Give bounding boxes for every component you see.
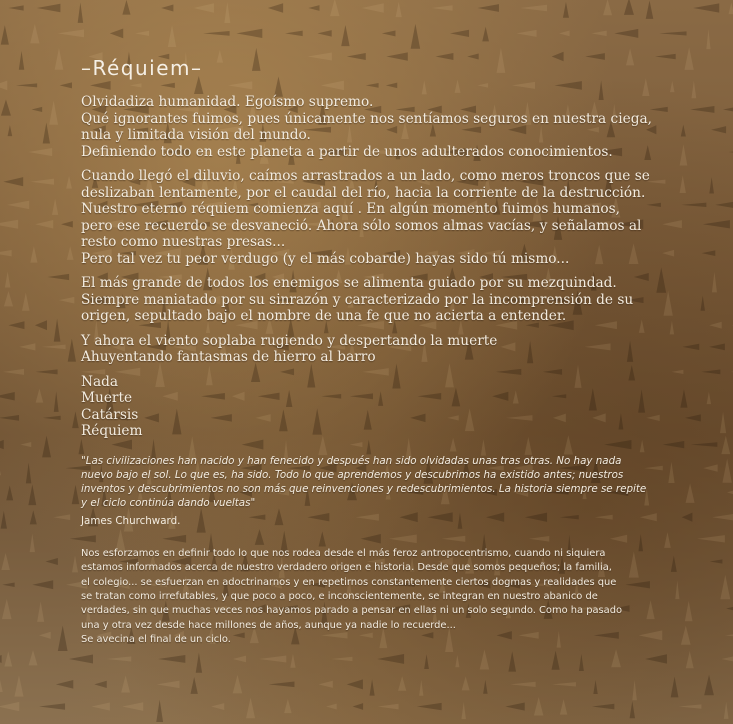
stone-wedge xyxy=(670,321,674,335)
stone-wedge xyxy=(659,31,686,35)
stone-wedge xyxy=(593,680,597,694)
stone-wedge xyxy=(2,599,12,619)
stone-wedge xyxy=(37,4,61,13)
stone-wedge xyxy=(724,702,729,719)
stone-wedge xyxy=(35,369,57,374)
stone-wedge xyxy=(370,679,375,695)
stone-wedge xyxy=(4,291,13,306)
stone-wedge xyxy=(377,654,404,664)
stone-wedge xyxy=(461,702,466,719)
stone-wedge xyxy=(92,702,110,710)
stone-wedge xyxy=(482,27,489,42)
stone-wedge xyxy=(0,81,7,91)
stone-wedge xyxy=(269,682,295,688)
stone-wedge xyxy=(382,30,396,36)
stanza-line: Olvidadiza humanidad. Egoísmo supremo. xyxy=(81,94,374,110)
stone-wedge xyxy=(78,3,83,23)
stone-wedge xyxy=(516,30,536,37)
stone-wedge xyxy=(7,201,29,209)
stone-wedge xyxy=(122,702,143,711)
quote-line: inventos y descubrimientos no son más que reinvenciones y redescubrimientos. La historia siempre se repite xyxy=(81,483,647,496)
stone-wedge xyxy=(706,29,710,49)
stone-wedge xyxy=(675,581,679,600)
stone-wedge xyxy=(723,105,733,113)
stone-wedge xyxy=(30,510,37,524)
stone-wedge xyxy=(683,344,700,350)
stone-wedge xyxy=(196,653,202,673)
stone-wedge xyxy=(29,650,38,665)
stone-wedge xyxy=(236,29,262,38)
stone-wedge xyxy=(0,250,12,256)
stone-wedge xyxy=(246,698,255,719)
stone-wedge xyxy=(156,700,163,722)
stone-wedge xyxy=(259,655,286,662)
stanza-line: Qué ignorantes fuimos, pues únicamente nos sentíamos seguros en nuestra ciega, xyxy=(81,110,652,127)
stone-wedge xyxy=(6,485,13,500)
stone-wedge xyxy=(510,682,536,687)
stone-wedge xyxy=(55,48,64,70)
stone-wedge xyxy=(720,412,726,433)
stone-wedge xyxy=(701,296,705,311)
stone-wedge xyxy=(224,2,230,23)
stone-wedge xyxy=(233,656,246,663)
stone-wedge xyxy=(69,654,93,663)
stone-wedge xyxy=(681,626,691,645)
stone-wedge xyxy=(710,559,723,563)
stanza-line: Nada xyxy=(81,373,119,390)
stone-wedge xyxy=(8,125,13,136)
stanza-line: resto como nuestras presas... xyxy=(81,234,286,250)
stone-wedge xyxy=(326,704,337,710)
stone-wedge xyxy=(703,464,717,471)
prose-line: el colegio... se esfuerzan en adoctrinarnos y en repetirnos constantemente ciertos dogmas y realidades que xyxy=(81,576,617,588)
stone-wedge xyxy=(161,4,173,11)
stanza-line: nula y limitada visión del mundo. xyxy=(81,127,311,143)
stone-wedge xyxy=(720,575,730,599)
stone-wedge xyxy=(30,533,35,552)
stone-wedge xyxy=(54,514,71,520)
stanza-line: Cuando llegó el diluvio, caímos arrastrados a un lado, como meros troncos que se xyxy=(81,168,650,184)
stone-wedge xyxy=(2,582,14,587)
stanza-line: Definiendo todo en este planeta a partir de unos adulterados conocimientos. xyxy=(81,143,613,160)
stone-wedge xyxy=(37,601,44,621)
stone-wedge xyxy=(560,699,567,714)
stanza-3 xyxy=(81,275,661,325)
stone-wedge xyxy=(680,389,687,407)
prose-line: verdades, sin que muchas veces nos hayamos parado a pensar en ellas ni un solo segundo. Como ha pasado xyxy=(81,605,623,617)
stanza-2 xyxy=(81,168,661,267)
stone-wedge xyxy=(693,3,719,12)
stone-wedge xyxy=(203,31,230,36)
poem-content xyxy=(81,56,661,648)
stone-wedge xyxy=(697,535,725,542)
stone-wedge xyxy=(58,626,68,651)
stone-wedge xyxy=(268,3,283,13)
stone-wedge xyxy=(396,2,402,17)
stone-wedge xyxy=(49,101,58,125)
stone-wedge xyxy=(191,677,198,694)
stone-wedge xyxy=(308,5,319,11)
stone-wedge xyxy=(59,297,74,304)
quote-author: James Churchward. xyxy=(81,514,181,527)
stone-wedge xyxy=(362,3,384,13)
stone-wedge xyxy=(42,436,51,458)
quote-line: nuevo bajo el sol. Lo que es, ha sido. Todo lo que aprendemos y descubrimos ha existido antes; nuestros xyxy=(81,468,624,481)
stone-wedge xyxy=(284,699,291,713)
stone-wedge xyxy=(48,274,70,280)
stone-wedge xyxy=(686,651,694,668)
stone-wedge xyxy=(455,655,459,667)
stone-wedge xyxy=(233,675,243,694)
stone-wedge xyxy=(664,532,671,548)
stone-wedge xyxy=(630,701,635,718)
stone-wedge xyxy=(56,680,73,689)
stone-wedge xyxy=(22,293,30,311)
stone-wedge xyxy=(419,680,423,696)
stone-wedge xyxy=(682,513,693,522)
stone-wedge xyxy=(1,99,11,115)
stone-wedge xyxy=(67,246,74,259)
stone-wedge xyxy=(285,31,303,36)
stanza-5 xyxy=(81,374,661,440)
stone-wedge xyxy=(678,704,701,708)
quote-line: y el ciclo continúa dando vueltas" xyxy=(81,497,256,510)
stone-wedge xyxy=(685,414,701,421)
stone-wedge xyxy=(61,221,73,228)
stone-wedge xyxy=(0,463,1,476)
stone-wedge xyxy=(727,488,733,497)
stone-wedge xyxy=(646,0,654,18)
stone-wedge xyxy=(0,655,2,663)
stanza-line: Pero tal vez tu peor verdugo (y el más cobarde) hayas sido tú mismo... xyxy=(81,250,570,267)
stone-wedge xyxy=(28,485,36,506)
stone-wedge xyxy=(703,220,730,228)
stone-wedge xyxy=(353,703,363,710)
stone-wedge xyxy=(424,654,429,669)
stanza-line: Siempre maniatado por su sinrazón y caracterizado por la incomprensión de su xyxy=(81,291,634,308)
prose-block xyxy=(81,547,661,648)
stone-wedge xyxy=(0,678,3,692)
stone-wedge xyxy=(671,677,679,698)
stone-wedge xyxy=(579,654,584,671)
stanza-line: Muerte xyxy=(81,390,133,406)
stone-wedge xyxy=(28,148,52,156)
stone-wedge xyxy=(0,702,19,711)
stone-wedge xyxy=(0,440,4,449)
stone-wedge xyxy=(709,322,721,329)
stone-wedge xyxy=(591,31,606,36)
stone-wedge xyxy=(508,651,516,671)
stone-wedge xyxy=(721,436,730,454)
stone-wedge xyxy=(72,411,79,428)
stone-wedge xyxy=(663,441,684,448)
stone-wedge xyxy=(43,416,61,420)
stone-wedge xyxy=(671,556,677,572)
stone-wedge xyxy=(54,391,59,411)
stone-wedge xyxy=(39,632,51,639)
stone-wedge xyxy=(66,176,72,189)
stone-wedge xyxy=(8,321,24,329)
stone-wedge xyxy=(715,202,733,208)
stone-wedge xyxy=(684,47,693,70)
stone-wedge xyxy=(729,3,733,15)
prose-line: Se avecina el final de un ciclo. xyxy=(81,634,231,646)
stone-wedge xyxy=(32,107,43,112)
stone-wedge xyxy=(0,392,15,400)
stone-wedge xyxy=(378,704,399,710)
stone-wedge xyxy=(729,150,733,154)
stone-wedge xyxy=(157,681,180,689)
stanza-line: Réquiem xyxy=(81,423,143,439)
stone-wedge xyxy=(72,555,78,572)
stone-wedge xyxy=(0,220,18,229)
stone-wedge xyxy=(552,682,576,686)
stone-wedge xyxy=(122,0,130,15)
stanza-line: Ahuyentando fantasmas de hierro al barro xyxy=(81,349,376,365)
stone-wedge xyxy=(30,246,37,263)
stone-wedge xyxy=(483,680,487,694)
stone-wedge xyxy=(46,558,58,565)
stone-wedge xyxy=(54,319,61,342)
stone-wedge xyxy=(3,177,23,186)
stone-wedge xyxy=(603,0,612,15)
stone-wedge xyxy=(726,604,733,613)
stone-wedge xyxy=(106,656,131,661)
stone-wedge xyxy=(520,5,547,11)
stone-wedge xyxy=(20,442,31,447)
stone-wedge xyxy=(135,31,149,36)
stone-wedge xyxy=(691,81,696,99)
stone-wedge xyxy=(417,703,442,710)
stone-wedge xyxy=(318,681,332,688)
stone-wedge xyxy=(478,4,499,12)
stanza-line: origen, sepultado bajo el nombre de una fe que no acierta a entender. xyxy=(81,308,567,324)
stone-wedge xyxy=(721,654,733,663)
stanza-line: Y ahora el viento soplaba rugiendo y despertando la muerte xyxy=(81,332,498,349)
quote-block xyxy=(81,454,661,511)
stone-wedge xyxy=(330,0,339,16)
stone-wedge xyxy=(19,51,24,70)
stone-wedge xyxy=(32,580,53,589)
stone-wedge xyxy=(168,25,176,47)
stone-wedge xyxy=(680,144,688,165)
stone-wedge xyxy=(19,343,35,350)
stone-wedge xyxy=(681,125,686,137)
stone-wedge xyxy=(707,392,711,404)
stanza-1 xyxy=(81,94,661,160)
stone-wedge xyxy=(670,81,674,92)
stone-wedge xyxy=(341,25,349,46)
stone-wedge xyxy=(712,513,733,521)
stanza-line: pero ese recuerdo se desvaneció. Ahora sólo somos almas vacías, y señalamos al xyxy=(81,217,642,234)
stone-wedge xyxy=(4,651,12,666)
stone-wedge xyxy=(14,675,23,696)
stone-wedge xyxy=(702,250,716,256)
stone-wedge xyxy=(462,676,470,690)
stone-wedge xyxy=(668,462,674,483)
stone-wedge xyxy=(614,29,638,38)
stone-wedge xyxy=(686,483,695,502)
stone-wedge xyxy=(60,82,72,88)
stone-wedge xyxy=(624,0,634,15)
stone-wedge xyxy=(3,369,24,375)
stone-wedge xyxy=(1,553,10,570)
prose-line: se tratan como irrefutables, y que poco a poco, e inconscientemente, se integran en nuestro abanico de xyxy=(81,590,598,602)
stone-wedge xyxy=(534,697,543,715)
poem-title: –Réquiem– xyxy=(81,56,203,80)
stone-wedge xyxy=(662,250,674,257)
stone-wedge xyxy=(663,291,672,316)
stanza-line: Catársis xyxy=(81,406,139,423)
stanza-line: El más grande de todos los enemigos se alimenta guiado por su mezquindad. xyxy=(81,275,617,291)
stone-wedge xyxy=(722,459,731,483)
stone-wedge xyxy=(450,30,469,37)
stone-wedge xyxy=(43,122,50,143)
stone-wedge xyxy=(26,463,31,484)
prose-line: Nos esforzamos en definir todo lo que nos rodea desde el más feroz antropocentrismo, cuando ni siquiera xyxy=(81,547,606,559)
stone-wedge xyxy=(42,345,66,349)
stone-wedge xyxy=(712,272,717,292)
stone-wedge xyxy=(58,29,84,37)
stone-wedge xyxy=(94,681,106,688)
stone-wedge xyxy=(398,676,406,691)
stone-wedge xyxy=(704,675,714,696)
stone-wedge xyxy=(52,199,58,215)
stone-wedge xyxy=(158,655,185,663)
stone-wedge xyxy=(68,339,76,362)
stone-wedge xyxy=(611,649,621,667)
stone-wedge xyxy=(681,203,706,207)
stone-wedge xyxy=(701,370,720,375)
stone-wedge xyxy=(1,25,9,44)
prose-line: una y otra vez desde hace millones de años, aunque ya nadie lo recuerde... xyxy=(81,619,456,631)
stone-wedge xyxy=(592,704,614,710)
stone-wedge xyxy=(559,30,569,36)
stone-wedge xyxy=(711,126,726,133)
stone-wedge xyxy=(36,389,44,403)
stone-wedge xyxy=(121,676,130,693)
stone-wedge xyxy=(35,220,53,228)
stone-wedge xyxy=(72,485,80,504)
stone-wedge xyxy=(110,28,123,38)
stone-wedge xyxy=(290,654,295,668)
stanza-line: deslizaban lentamente, por el caudal del río, hacia la corriente de la destrucción. xyxy=(81,184,646,201)
stone-wedge xyxy=(35,320,47,330)
stone-wedge xyxy=(8,5,23,10)
stone-wedge xyxy=(5,271,11,287)
stone-wedge xyxy=(317,30,331,36)
stone-wedge xyxy=(645,654,667,663)
stone-wedge xyxy=(671,370,683,374)
stone-wedge xyxy=(30,179,54,185)
stone-wedge xyxy=(211,703,224,710)
stone-wedge xyxy=(662,220,682,228)
stone-wedge xyxy=(39,703,65,709)
stone-wedge xyxy=(685,601,693,621)
stone-wedge xyxy=(632,680,637,701)
stone-wedge xyxy=(432,5,453,10)
stone-wedge xyxy=(680,175,686,193)
stone-wedge xyxy=(194,3,214,12)
stone-wedge xyxy=(30,24,39,43)
stone-wedge xyxy=(552,651,560,670)
stone-wedge xyxy=(709,177,714,193)
stanza-line: Nuestro eterno réquiem comienza aquí . En algún momento fuimos humanos, xyxy=(81,201,620,217)
stone-wedge xyxy=(691,442,717,447)
stone-wedge xyxy=(411,24,421,49)
stone-wedge xyxy=(347,679,363,689)
quote-line: "Las civilizaciones han nacido y han fenecido y después han sido olvidadas unas tras otras. No hay nada xyxy=(81,454,622,467)
stone-wedge xyxy=(331,657,352,661)
stone-wedge xyxy=(709,343,725,350)
stone-wedge xyxy=(505,702,524,710)
stone-wedge xyxy=(480,649,490,669)
stone-wedge xyxy=(563,2,569,18)
stone-wedge xyxy=(0,415,19,421)
stone-wedge xyxy=(690,106,714,113)
stone-wedge xyxy=(725,633,733,638)
stone-wedge xyxy=(16,83,37,87)
stanza-4 xyxy=(81,333,661,366)
stone-wedge xyxy=(1,511,7,529)
prose-line: estamos informados acerca de nuestro verdadero origen e historia. Desde que somos pequeños; la familia, xyxy=(81,562,612,574)
